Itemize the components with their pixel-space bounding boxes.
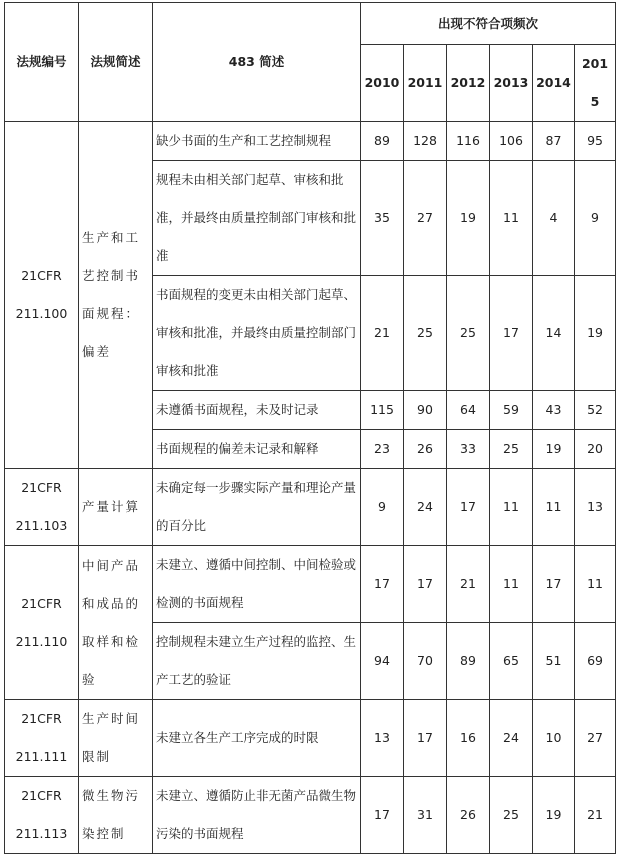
count-cell: 52 xyxy=(575,391,616,430)
header-year: 2013 xyxy=(490,45,533,122)
count-cell: 17 xyxy=(533,546,575,623)
regulation-summary: 中间产品和成品的取样和检验 xyxy=(79,546,153,700)
count-cell: 17 xyxy=(361,777,404,854)
count-cell: 17 xyxy=(404,546,447,623)
regulation-code: 21CFR 211.113 xyxy=(5,777,79,854)
count-cell: 11 xyxy=(490,161,533,276)
count-cell: 25 xyxy=(447,276,490,391)
count-cell: 89 xyxy=(361,122,404,161)
count-cell: 25 xyxy=(490,430,533,469)
count-cell: 13 xyxy=(575,469,616,546)
count-cell: 17 xyxy=(447,469,490,546)
table-row xyxy=(5,122,616,161)
count-cell: 95 xyxy=(575,122,616,161)
regulation-summary: 微生物污染控制 xyxy=(79,777,153,854)
count-cell: 94 xyxy=(361,623,404,700)
count-cell: 33 xyxy=(447,430,490,469)
table-row xyxy=(5,469,616,546)
finding-description: 未建立各生产工序完成的时限 xyxy=(153,700,361,777)
finding-description: 未建立、遵循中间控制、中间检验或检测的书面规程 xyxy=(153,546,361,623)
count-cell: 21 xyxy=(447,546,490,623)
count-cell: 23 xyxy=(361,430,404,469)
regulation-code: 21CFR 211.100 xyxy=(5,122,79,469)
count-cell: 69 xyxy=(575,623,616,700)
finding-description: 书面规程的变更未由相关部门起草、审核和批准，并最终由质量控制部门审核和批准 xyxy=(153,276,361,391)
count-cell: 17 xyxy=(490,276,533,391)
count-cell: 35 xyxy=(361,161,404,276)
finding-description: 缺少书面的生产和工艺控制规程 xyxy=(153,122,361,161)
count-cell: 13 xyxy=(361,700,404,777)
regulation-summary: 生产时间限制 xyxy=(79,700,153,777)
finding-description: 未确定每一步骤实际产量和理论产量的百分比 xyxy=(153,469,361,546)
regulation-summary: 生产和工艺控制书面规程：偏差 xyxy=(79,122,153,469)
count-cell: 17 xyxy=(404,700,447,777)
count-cell: 87 xyxy=(533,122,575,161)
count-cell: 116 xyxy=(447,122,490,161)
regulation-table xyxy=(4,2,616,854)
count-cell: 16 xyxy=(447,700,490,777)
count-cell: 21 xyxy=(575,777,616,854)
finding-description: 未建立、遵循防止非无菌产品微生物污染的书面规程 xyxy=(153,777,361,854)
count-cell: 24 xyxy=(404,469,447,546)
count-cell: 19 xyxy=(533,430,575,469)
header-frequency: 出现不符合项频次 xyxy=(361,3,616,45)
finding-description: 控制规程未建立生产过程的监控、生产工艺的验证 xyxy=(153,623,361,700)
regulation-summary: 产量计算 xyxy=(79,469,153,546)
count-cell: 9 xyxy=(361,469,404,546)
count-cell: 24 xyxy=(490,700,533,777)
regulation-code: 21CFR 211.111 xyxy=(5,700,79,777)
count-cell: 25 xyxy=(404,276,447,391)
count-cell: 21 xyxy=(361,276,404,391)
header-desc: 483 简述 xyxy=(153,3,361,122)
count-cell: 19 xyxy=(447,161,490,276)
header-year: 2011 xyxy=(404,45,447,122)
count-cell: 43 xyxy=(533,391,575,430)
count-cell: 115 xyxy=(361,391,404,430)
count-cell: 11 xyxy=(490,469,533,546)
count-cell: 89 xyxy=(447,623,490,700)
count-cell: 27 xyxy=(575,700,616,777)
count-cell: 65 xyxy=(490,623,533,700)
count-cell: 27 xyxy=(404,161,447,276)
count-cell: 51 xyxy=(533,623,575,700)
header-year: 2015 xyxy=(575,45,616,122)
finding-description: 规程未由相关部门起草、审核和批准，并最终由质量控制部门审核和批准 xyxy=(153,161,361,276)
count-cell: 20 xyxy=(575,430,616,469)
header-year: 2010 xyxy=(361,45,404,122)
regulation-code: 21CFR 211.103 xyxy=(5,469,79,546)
count-cell: 25 xyxy=(490,777,533,854)
regulation-code: 21CFR 211.110 xyxy=(5,546,79,700)
count-cell: 19 xyxy=(575,276,616,391)
count-cell: 106 xyxy=(490,122,533,161)
count-cell: 14 xyxy=(533,276,575,391)
header-year: 2014 xyxy=(533,45,575,122)
count-cell: 64 xyxy=(447,391,490,430)
count-cell: 4 xyxy=(533,161,575,276)
count-cell: 70 xyxy=(404,623,447,700)
count-cell: 31 xyxy=(404,777,447,854)
count-cell: 10 xyxy=(533,700,575,777)
count-cell: 26 xyxy=(404,430,447,469)
count-cell: 17 xyxy=(361,546,404,623)
table-row xyxy=(5,546,616,623)
finding-description: 书面规程的偏差未记录和解释 xyxy=(153,430,361,469)
count-cell: 11 xyxy=(533,469,575,546)
count-cell: 90 xyxy=(404,391,447,430)
table-row xyxy=(5,777,616,854)
count-cell: 59 xyxy=(490,391,533,430)
count-cell: 19 xyxy=(533,777,575,854)
header-year: 2012 xyxy=(447,45,490,122)
header-code: 法规编号 xyxy=(5,3,79,122)
count-cell: 11 xyxy=(490,546,533,623)
count-cell: 9 xyxy=(575,161,616,276)
count-cell: 26 xyxy=(447,777,490,854)
table-row xyxy=(5,700,616,777)
count-cell: 128 xyxy=(404,122,447,161)
finding-description: 未遵循书面规程，未及时记录 xyxy=(153,391,361,430)
header-summary: 法规简述 xyxy=(79,3,153,122)
count-cell: 11 xyxy=(575,546,616,623)
